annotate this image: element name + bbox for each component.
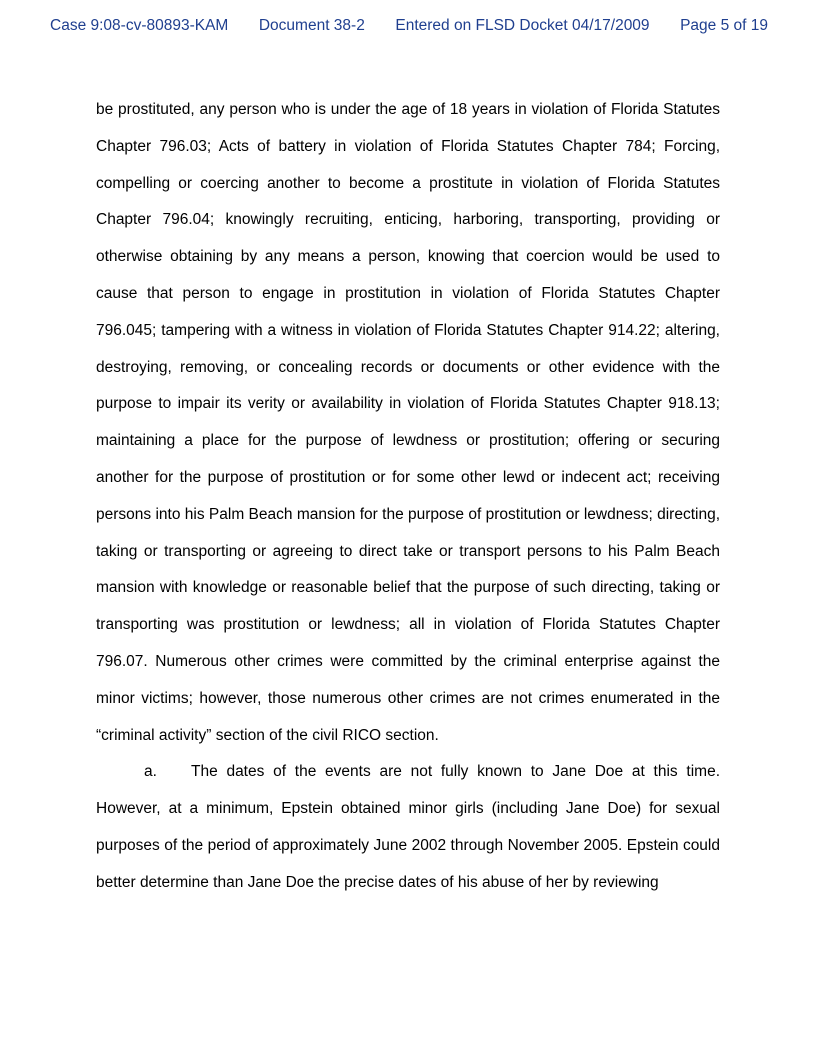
page-number: Page 5 of 19 <box>680 17 768 34</box>
document-number: Document 38-2 <box>258 17 365 34</box>
docket-header <box>50 17 768 35</box>
continued-paragraph: be prostituted, any person who is under the age of 18 years in violation of Florida Statutes Chapter 796.03; Acts of battery in violation of Florida Statutes Chapter 784; Forcing, compelling or coercing another to become a prostitute in violation of Florida Statutes Chapter 796.04; knowingly recruiting, enticing, harboring, transporting, providing or otherwise obtaining by any means a person, knowing that coercion would be used to cause that person to engage in prostitution in violation of Florida Statutes Chapter 796.045; tampering with a witness in violation of Florida Statutes Chapter 914.22; altering, destroying, removing, or concealing records or documents or other evidence with the purpose to impair its verity or availability in violation of Florida Statutes Chapter 918.13; maintaining a place for the purpose of lewdness or prostitution; offering or securing another for the purpose of prostitution or for some other lewd or indecent act; receiving persons into his Palm Beach mansion for the purpose of prostitution or lewdness; directing, taking or transporting or agreeing to direct take or transport persons to his Palm Beach mansion with knowledge or reasonable belief that the purpose of such directing, taking or transporting was prostitution or lewdness; all in violation of Florida Statutes Chapter 796.07. Numerous other crimes were committed by the criminal enterprise against the minor victims; however, those numerous other crimes are not crimes enumerated in the “criminal activity” section of the civil RICO section. <box>96 101 720 744</box>
case-number: Case 9:08-cv-80893-KAM <box>50 17 229 34</box>
docket-entry-date: Entered on FLSD Docket 04/17/2009 <box>395 17 650 34</box>
item-a-paragraph <box>96 754 720 901</box>
item-a-text: The dates of the events are not fully known to Jane Doe at this time. However, at a minimum, Epstein obtained minor girls (including Jane Doe) for sexual purposes of the period of approximately June 2002 through November 2005. Epstein could better determine than Jane Doe the precise dates of his abuse of her by reviewing <box>96 763 720 891</box>
document-body <box>96 92 720 902</box>
item-a-label: a. <box>144 763 157 781</box>
